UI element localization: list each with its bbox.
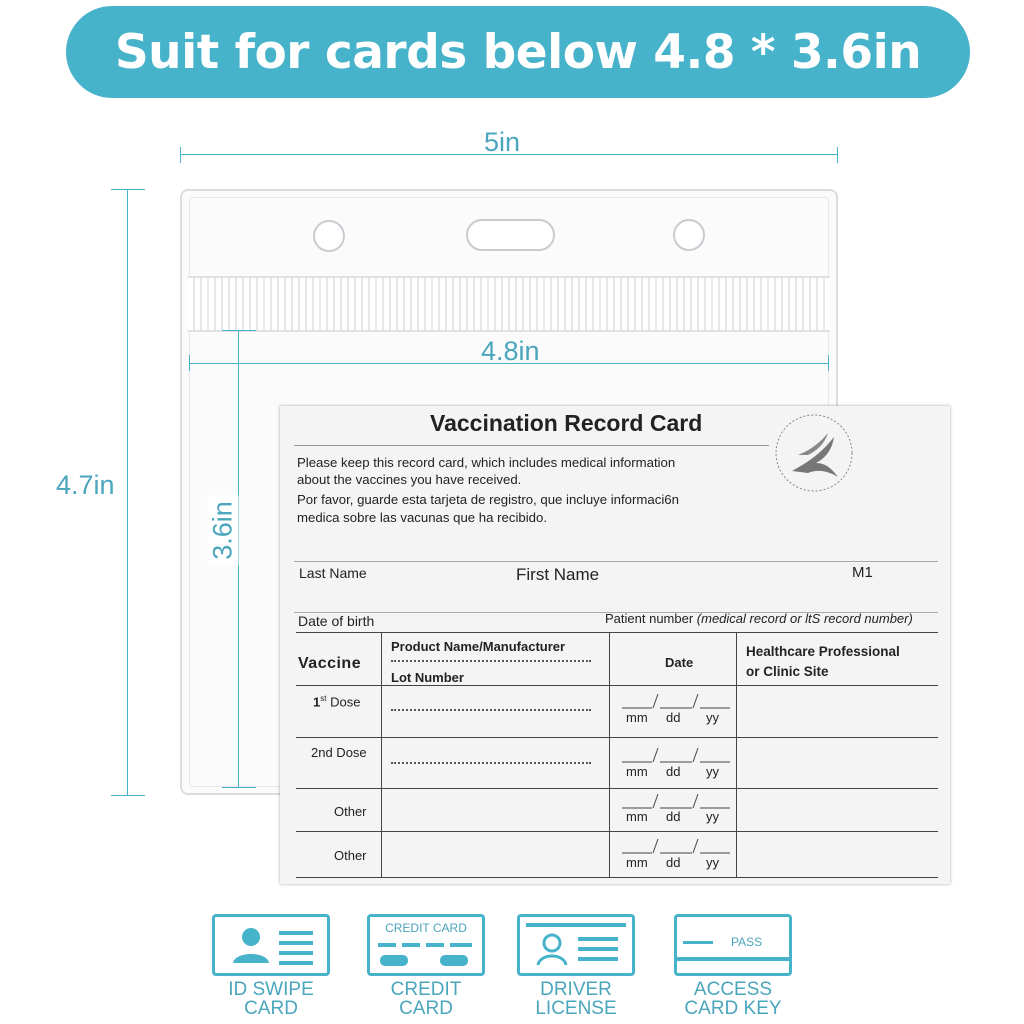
dose-label-3: Other xyxy=(334,804,367,819)
zip-seal xyxy=(188,276,830,332)
slot-punch-hole xyxy=(466,219,555,251)
credit-card-tile xyxy=(364,914,488,1022)
access-card-key-tile xyxy=(668,914,798,1022)
date-field-row4[interactable]: mm dd yy xyxy=(622,835,734,875)
headline-banner xyxy=(66,6,970,98)
driver-license-label-2: LICENSE xyxy=(535,998,617,1019)
credit-card-inner-text: CREDIT CARD xyxy=(385,921,467,935)
left-punch-hole xyxy=(313,220,345,252)
right-punch-hole xyxy=(673,219,705,251)
last-name-label: Last Name xyxy=(299,565,367,581)
credit-card-icon xyxy=(367,914,485,976)
dob-label: Date of birth xyxy=(298,613,375,629)
dose-label-2: 2nd Dose xyxy=(311,745,367,760)
patient-number-text: Patient number xyxy=(605,611,694,626)
date-field-row1[interactable]: mm dd yy xyxy=(622,690,734,730)
intro-es-line2: medica sobre las vacunas que ha recibido. xyxy=(297,510,547,525)
col-date-header: Date xyxy=(665,655,694,670)
intro-en-line2: about the vaccines you have received. xyxy=(297,472,522,487)
id-swipe-card-label-1: ID SWIPE xyxy=(228,979,314,1000)
patient-number-note: (medical record or ltS record number) xyxy=(696,611,913,626)
patient-number-label xyxy=(605,611,913,626)
vaccination-record-card xyxy=(280,406,950,884)
first-name-label: First Name xyxy=(516,565,600,584)
access-card-key-label-2: CARD KEY xyxy=(684,998,782,1019)
mi-label: M1 xyxy=(852,564,873,581)
intro-es-line1: Por favor, guarde esta tarjeta de registro, que incluye informaci6n xyxy=(297,492,679,507)
headline-text: Suit for cards below 4.8 * 3.6in xyxy=(114,24,922,80)
width-5in-label: 5in xyxy=(484,127,521,157)
pass-inner-text: PASS xyxy=(731,935,763,949)
height-3.6in-label: 3.6in xyxy=(208,496,239,566)
col-vaccine-header: Vaccine xyxy=(298,655,362,672)
hhs-seal-icon xyxy=(772,411,856,495)
id-swipe-card-icon xyxy=(212,914,330,976)
date-field-row2[interactable]: mm dd yy xyxy=(622,744,734,784)
driver-license-label-1: DRIVER xyxy=(540,979,612,1000)
dose-label-1: 1st Dose xyxy=(313,694,361,710)
width-4.8in-label: 4.8in xyxy=(481,336,540,366)
driver-license-tile xyxy=(514,914,638,1022)
col-site-header-line1: Healthcare Professional xyxy=(746,644,900,659)
height-4.7in-label: 4.7in xyxy=(56,468,115,503)
date-field-row3[interactable]: mm dd yy xyxy=(622,790,734,830)
intro-en-line1: Please keep this record card, which includes medical information xyxy=(297,455,676,470)
driver-license-icon xyxy=(517,914,635,976)
id-swipe-card-tile xyxy=(210,914,332,1022)
access-card-key-icon xyxy=(674,914,792,976)
col-site-header-line2: or Clinic Site xyxy=(746,664,829,679)
credit-card-label-2: CARD xyxy=(399,998,453,1019)
col-product-header: Product Name/Manufacturer xyxy=(391,639,566,654)
access-card-key-label-1: ACCESS xyxy=(693,979,773,1000)
dose-label-4: Other xyxy=(334,848,367,863)
id-swipe-card-label-2: CARD xyxy=(244,998,298,1019)
col-lot-header: Lot Number xyxy=(391,670,464,685)
card-title: Vaccination Record Card xyxy=(430,410,703,436)
credit-card-label-1: CREDIT xyxy=(390,979,462,1000)
